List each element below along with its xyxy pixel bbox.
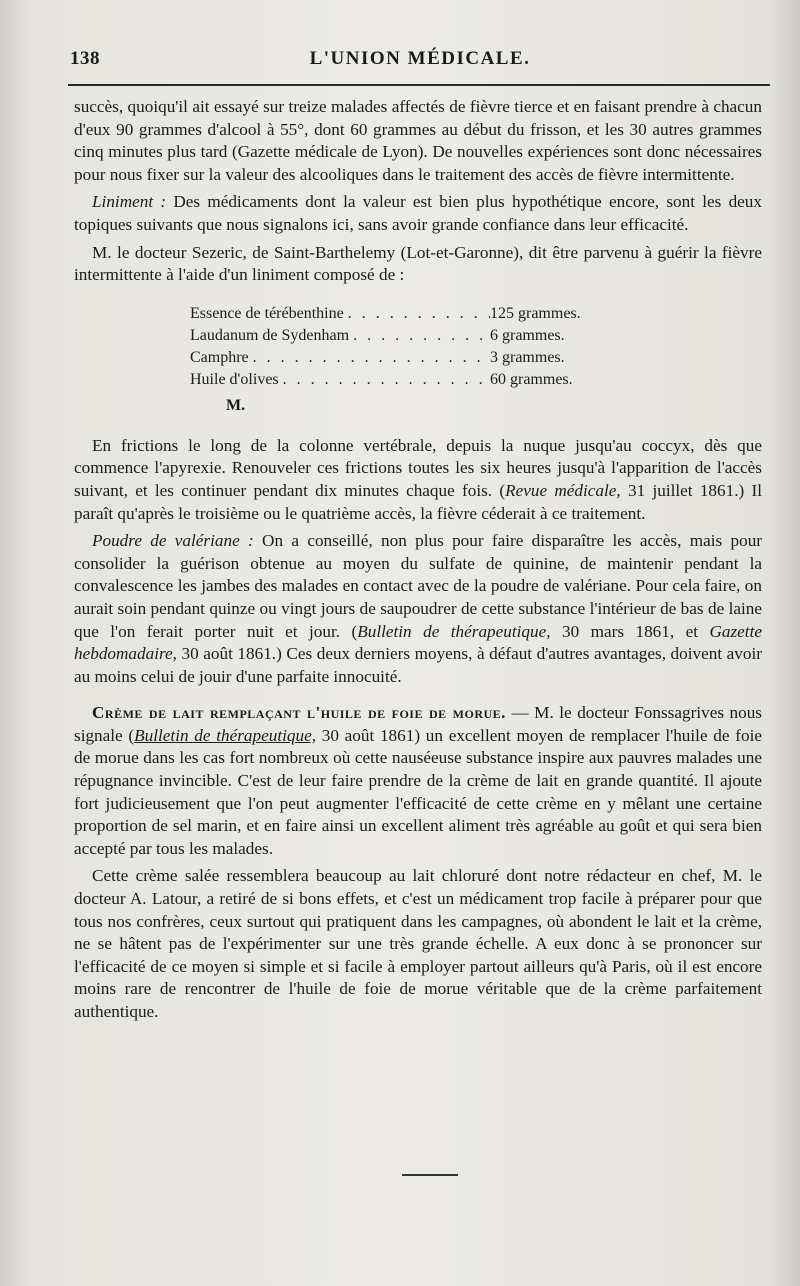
- source-citation: Bulletin de thérapeutique,: [134, 725, 316, 745]
- leader-dots: [279, 369, 490, 391]
- ingredient-quantity: 60 grammes.: [490, 370, 573, 388]
- recipe-item: [190, 369, 610, 391]
- recipe-item: [190, 303, 610, 325]
- ingredient-quantity: 3 grammes.: [490, 348, 565, 366]
- end-rule: [402, 1174, 458, 1176]
- recipe-item: [190, 325, 610, 347]
- page-number: 138: [70, 48, 100, 69]
- paragraph-valeriane: Poudre de valériane : On a conseillé, non plus pour faire disparaître les accès, mais pour consolider la guérison obtenue au moyen du sulfate de quinine, de maintenir pendant la convalescence les jambes des malades en contact avec de la poudre de valériane. Pour cela faire, on aurait soin pendant quinze ou vingt jours de saupoudrer de cette substance l'intérieur de bas de laine que l'on ferait porter nuit et jour. (Bulletin de thérapeutique, 30 mars 1861, et Gazette hebdomadaire, 30 août 1861.) Ces deux derniers moyens, à défaut d'autres avantages, doivent avoir au moins celui de jouir d'une parfaite innocuité.: [74, 531, 763, 686]
- article-body: [74, 96, 762, 1029]
- leader-dots: [249, 347, 490, 369]
- liniment-heading: Liniment :: [92, 192, 167, 212]
- ingredient-name: Laudanum de Sydenham: [190, 326, 350, 344]
- section-heading: Crème de lait remplaçant l'huile de foie de morue.: [92, 703, 506, 723]
- ingredient-name: Essence de térébenthine: [190, 304, 344, 322]
- paragraph-liniment: Liniment : Des médicaments dont la valeur est bien plus hypothétique encore, sont les deux topiques suivants que nous signalons ici, sans avoir grande confiance dans leur efficacité.: [74, 192, 762, 234]
- paragraph-creme: Crème de lait remplaçant l'huile de foie de morue. — M. le docteur Fonssagrives nous signale (Bulletin de thérapeutique, 30 août 1861) un excellent moyen de remplacer l'huile de foie de morue dans les cas fort nombreux où cette nauséeuse substance inspire aux pauvres malades une répugnance invincible. C'est de leur faire prendre de la crème de lait en grande quantité. Il ajoute fort judicieusement que l'on peut augmenter l'efficacité de cette crème en y mêlant une certaine proportion de sel marin, et en faire ainsi un excellent aliment très agréable au goût et qui sera bien accepté par tous les malades.: [74, 703, 762, 858]
- source-citation: Bulletin de thérapeutique,: [357, 621, 551, 641]
- valeriane-heading: Poudre de valériane :: [92, 531, 254, 551]
- ingredient-name: Huile d'olives: [190, 370, 279, 388]
- source-citation: Gazette hebdomadaire,: [74, 621, 762, 664]
- paragraph-creme-salee: Cette crème salée ressemblera beaucoup au lait chloruré dont notre rédacteur en chef, M. le docteur A. Latour, a retiré de si bons effets, et c'est un médicament trop facile à préparer pour que tous nos confrères, ceux surtout qui pratiquent dans les campagnes, où abondent le lait et la crème, ne se hâtent pas de l'expérimenter sur une très grande échelle. A eux donc à se prononcer sur l'efficacité de ce moyen si simple et si facile à employer partout ailleurs qu'à Paris, où il est encore moins rare de rencontrer de l'huile de foie de morue véritable que de la crème parfaitement authentique.: [74, 866, 762, 1021]
- ingredient-quantity: 6 grammes.: [490, 326, 565, 344]
- paragraph-frictions: En frictions le long de la colonne vertébrale, depuis la nuque jusqu'au coccyx, dès que commence l'apyrexie. Renouveler ces frictions toutes les six heures jusqu'à l'apparition de l'accès suivant, et les continuer pendant dix minutes chaque fois. (Revue médicale, 31 juillet 1861.) Il paraît qu'après le troisième ou le quatrième accès, la fièvre céderait à ce traitement.: [74, 435, 762, 523]
- source-citation: Revue médicale,: [505, 480, 621, 500]
- header-rule: [68, 84, 770, 86]
- leader-dots: [344, 303, 490, 325]
- leader-dots: [349, 325, 490, 347]
- running-title: L'UNION MÉDICALE.: [309, 48, 531, 69]
- paragraph-sezeric: M. le docteur Sezeric, de Saint-Barthelemy (Lot-et-Garonne), dit être parvenu à guérir la fièvre intermittente à l'aide d'un liniment composé de :: [74, 242, 762, 285]
- ingredient-name: Camphre: [190, 348, 249, 366]
- recipe-list: [190, 303, 762, 417]
- paragraph-alcool: succès, quoiqu'il ait essayé sur treize malades affectés de fièvre tierce et en faisant prendre à chacun d'eux 90 grammes d'alcool à 55°, dont 60 grammes au début du frisson, et les 30 autres grammes cinq minutes plus tard (Gazette médicale de Lyon). De nouvelles expériences sont donc nécessaires pour nous fixer sur la valeur des alcooliques dans le traitement des accès de fièvre intermittente.: [74, 97, 762, 184]
- ingredient-quantity: 125 grammes.: [490, 304, 581, 322]
- recipe-item: [190, 347, 610, 369]
- recipe-mix-mark: M.: [226, 396, 246, 414]
- page-header: [70, 48, 770, 82]
